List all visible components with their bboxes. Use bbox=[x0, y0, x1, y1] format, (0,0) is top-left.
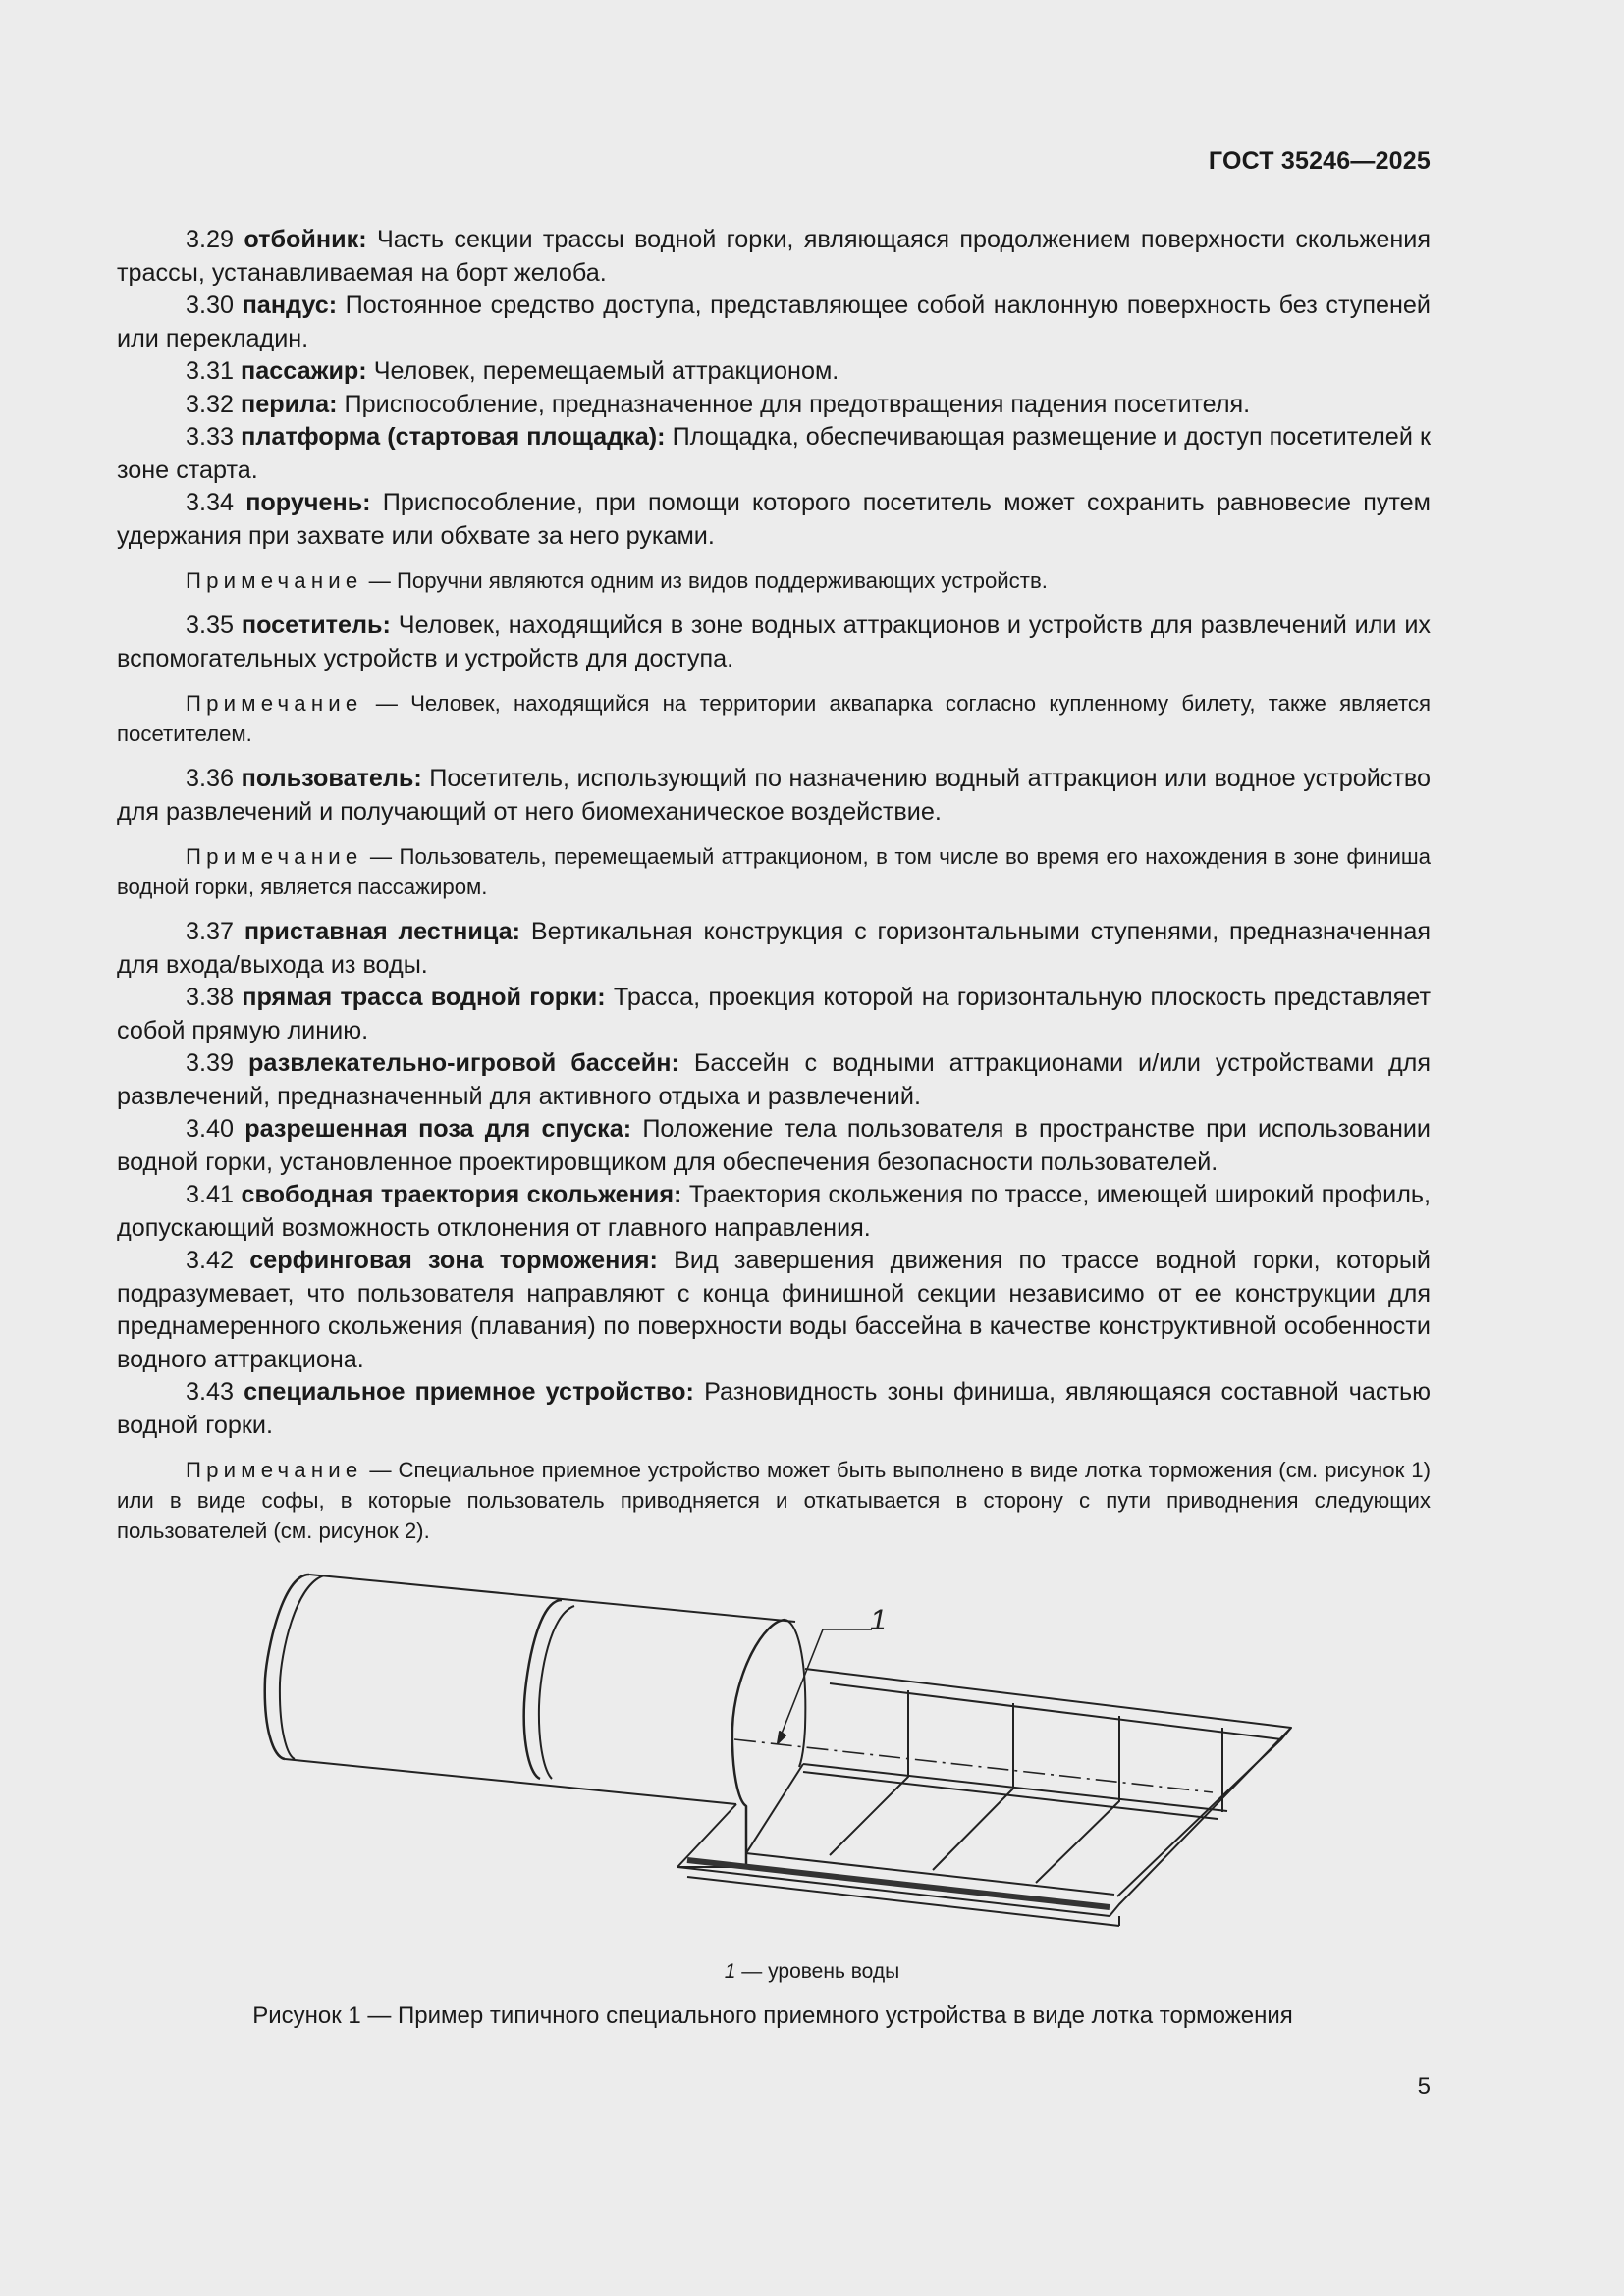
definition-entry: 3.37 приставная лестница: Вертикальная конструкция с горизонтальными ступенями, предназначенная для входа/выхода из воды. bbox=[117, 918, 1431, 979]
definition-entry: 3.34 поручень: Приспособление, при помощи которого посетитель может сохранить равновесие путем удержания при захвате или обхвате за него руками. bbox=[117, 489, 1432, 550]
definition-entry: 3.33 платформа (стартовая площадка): Площадка, обеспечивающая размещение и доступ посетителей к зоне старта. bbox=[117, 423, 1431, 484]
definition-entry: 3.32 перила: Приспособление, предназначенное для предотвращения падения посетителя. bbox=[186, 390, 1251, 418]
callout-number: 1 bbox=[870, 1604, 887, 1636]
note: Примечание — Пользователь, перемещаемый аттракционом, в том числе во время его нахождения в зоне финиша водной горки, является пассажиром. bbox=[117, 844, 1431, 899]
brake-tray-drawing bbox=[0, 1561, 1624, 1953]
document-header: ГОСТ 35246—2025 bbox=[1208, 147, 1431, 175]
definition-entry: 3.41 свободная траектория скольжения: Траектория скольжения по трассе, имеющей широкий профиль, допускающий возможность отклонения от главного направления. bbox=[117, 1181, 1432, 1242]
note: Примечание — Человек, находящийся на территории аквапарка согласно купленному билету, также является посетителем. bbox=[117, 691, 1431, 746]
definition-entry: 3.43 специальное приемное устройство: Разновидность зоны финиша, являющаяся составной частью водной горки. bbox=[117, 1378, 1432, 1439]
figure-caption: Рисунок 1 — Пример типичного специального приемного устройства в виде лотка торможения bbox=[252, 2002, 1293, 2029]
definition-entry: 3.29 отбойник: Часть секции трассы водной горки, являющаяся продолжением поверхности скольжения трассы, устанавливаемая на борт желоба. bbox=[117, 226, 1432, 287]
definition-entry: 3.39 развлекательно-игровой бассейн: Бассейн с водными аттракционами и/или устройствами для развлечений, предназначенный для активного отдыха и развлечений. bbox=[117, 1049, 1432, 1110]
definition-entry: 3.35 посетитель: Человек, находящийся в зоне водных аттракционов и устройств для развлечений или их вспомогательных устройств и устройств для доступа. bbox=[117, 612, 1432, 672]
document-body bbox=[117, 224, 1431, 1560]
definition-entry: 3.31 пассажир: Человек, перемещаемый аттракционом. bbox=[186, 357, 839, 385]
definition-entry: 3.30 пандус: Постоянное средство доступа, представляющее собой наклонную поверхность без ступеней или перекладин. bbox=[117, 292, 1431, 352]
figure-legend: 1 — уровень воды bbox=[724, 1960, 900, 1983]
definition-entry: 3.42 серфинговая зона торможения: Вид завершения движения по трассе водной горки, который подразумевает, что пользователя направляют с конца финишной секции независимо от ее конструкции для преднамеренного скольжения (плавания) по поверхности воды бассейна в качестве конструктивной особенности водного аттракциона. bbox=[117, 1247, 1432, 1373]
definition-entry: 3.40 разрешенная поза для спуска: Положение тела пользователя в пространстве при использовании водной горки, установленное проектировщиком для обеспечения безопасности пользователей. bbox=[117, 1115, 1431, 1176]
page-number: 5 bbox=[1417, 2073, 1431, 2100]
note: Примечание — Специальное приемное устройство может быть выполнено в виде лотка торможения (см. рисунок 1) или в виде софы, в которые пользователь приводняется и откатывается в сторону с пути приводнения следующих пользователей (см. рисунок 2). bbox=[117, 1458, 1431, 1543]
definition-entry: 3.36 пользователь: Посетитель, использующий по назначению водный аттракцион или водное устройство для развлечений и получающий от него биомеханическое воздействие. bbox=[117, 765, 1432, 826]
definition-entry: 3.38 прямая трасса водной горки: Трасса, проекция которой на горизонтальную плоскость представляет собой прямую линию. bbox=[117, 984, 1431, 1044]
figure-1 bbox=[0, 1561, 1624, 1953]
note: Примечание — Поручни являются одним из видов поддерживающих устройств. bbox=[186, 568, 1048, 593]
